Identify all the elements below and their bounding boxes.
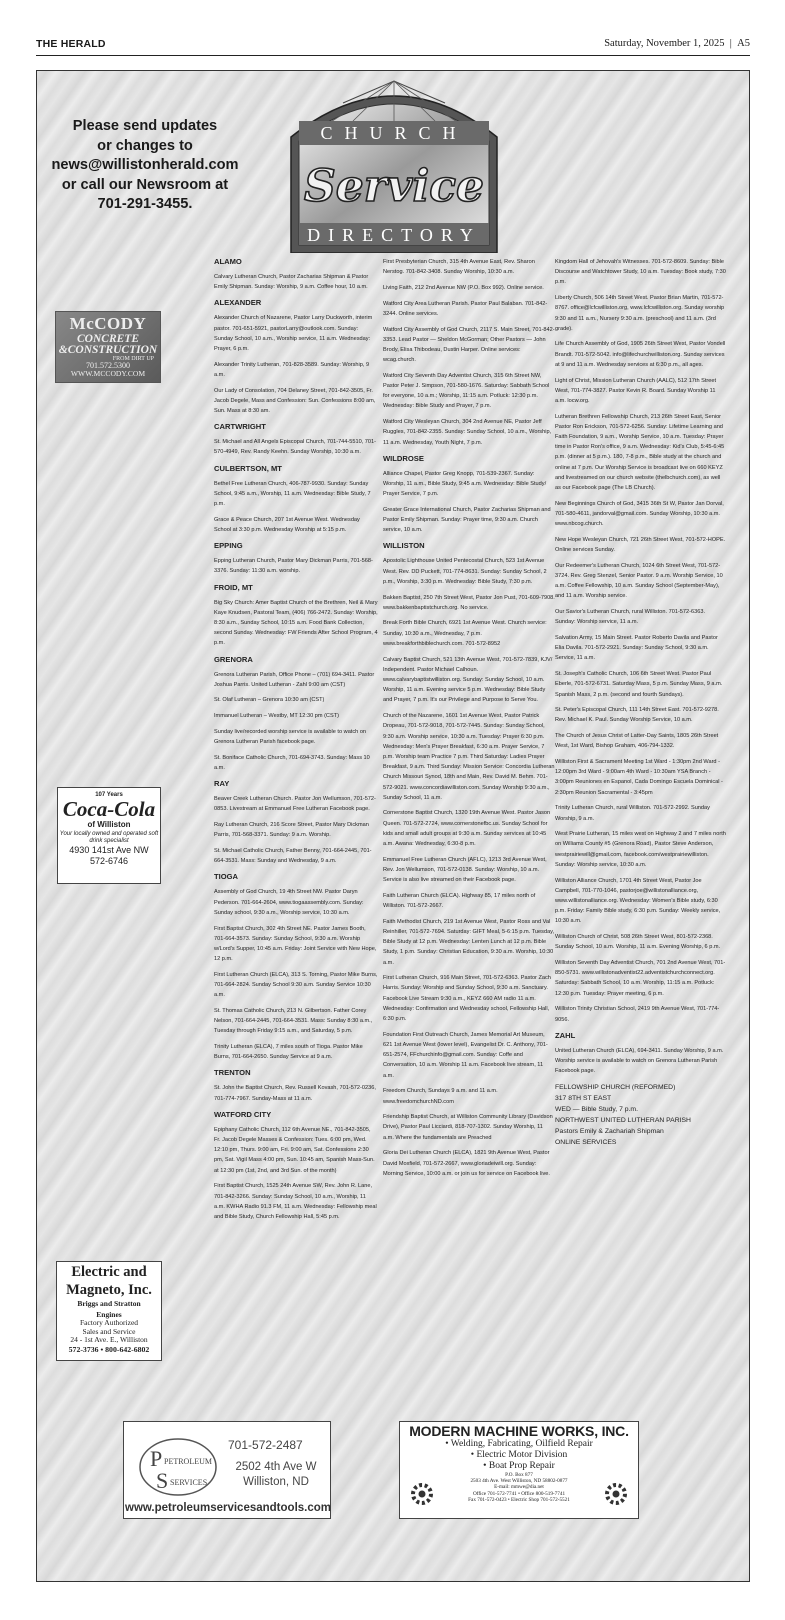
church-listing: Church of the Nazarene, 1601 1st Avenue West, Pastor Patrick Dropeau, 701-572-9018, 701-572-7445. Sunday: Sunday School, 9:30 a.m. Worship service, 10:30 a.m. Tuesday: Prayer 6:30 p.m. Wednesday: Men's Prayer Breakfast, 6:30 a.m. Prayer Service, 7 p.m. Worship team Practice 7 p.m. Third Saturday: Ladies Prayer Breakfast, 9 a.m. Third Sunday: Mission Service: Concordia Lutheran Church Missouri Synod, 18th and Main, Rev. David M. Behm. 701-572-9021. www.concordiawilliston.com. Sunday Worship 9:30 a.m., Sunday School, 11 a.m. [383, 713, 555, 801]
coca-cola-ad[interactable] [57, 787, 161, 884]
ad-line: &CONSTRUCTION [58, 344, 158, 356]
ad-line: Engines [96, 1309, 122, 1319]
town-heading: WATFORD CITY [214, 1109, 272, 1119]
church-listing: Bethel Free Lutheran Church, 406-787-9930. Sunday: Sunday School, 9:45 a.m., Worship, 11 a.m. Wednesday: Bible Study, 7 p.m. [214, 480, 371, 508]
church-listing: Greater Grace International Church, Pastor Zacharias Shipman and Pastor Emily Shipman. Sunday: Prayer time, 9:30 a.m. Church service, 10 a.m. [383, 506, 551, 534]
ad-years: 107 Years [95, 792, 123, 798]
church-listing: Freedom Church, Sundays 9 a.m. and 11 a.m. www.freedomchurchND.com [383, 1088, 498, 1105]
page-header [36, 38, 750, 56]
church-listing: Salvation Army, 15 Main Street. Pastor Roberto Davila and Pastor Elia Davila. 701-572-2921. Sunday: Sunday School, 9:30 a.m. Service, 11 a.m. [555, 635, 718, 662]
church-listing: Light of Christ, Mission Lutheran Church (AALC), 512 17th Street West, 701-774-3827. Pastor Kevin R. Board. Sunday Worship 11 a.m. locw.org. [555, 377, 717, 404]
gear-icon [602, 1480, 630, 1508]
logo-directory-text: DIRECTORY [307, 225, 481, 245]
town-heading: WILLISTON [383, 541, 425, 551]
church-listing: Immanuel Lutheran – Westby, MT 12:30 pm (CST) [214, 713, 339, 720]
ad-line: of Williston [87, 820, 131, 829]
church-listing: First Baptist Church, 302 4th Street NE. Pastor James Booth, 701-664-3573. Sunday: Sunday School, 9:30 a.m. Worship w/Lord's Supper, 10:45 a.m. Friday: Joint Service with New Hope, 12 p.m. [214, 925, 377, 963]
gear-icon [408, 1480, 436, 1508]
church-listing: Friendship Baptist Church, at Williston Community Library (Davidson Drive), Pastor Paul Licciardi, 818-707-1302. Sunday Worship, 11 a.m. Where the fundamentals are Preached [383, 1114, 553, 1141]
ad-line: Briggs and Stratton [77, 1299, 141, 1308]
church-listing: Beaver Creek Lutheran Church. Pastor Jon Wellumson, 701-572-0853. Livestream at Emmanuel Free Lutheran Facebook page. [214, 796, 376, 813]
submission-notice [45, 117, 245, 215]
church-listing: Sunday live/recorded worship service is available to watch on Grenora Lutheran Parish facebook page. [214, 728, 367, 746]
church-listing: Calvary Lutheran Church, Pastor Zacharias Shipman & Pastor Emily Shipman. Sunday: Worship, 9 a.m. Coffee hour, 10 a.m. [214, 274, 369, 291]
church-listing: Grace & Peace Church, 207 1st Avenue West. Wednesday School at 3:30 p.m. Wednesday Worship at 5:15 p.m. [214, 516, 360, 533]
church-listing: Faith Lutheran Church (ELCA). Highway 85, 17 miles north of Williston. 701-572-2667. [383, 892, 536, 910]
ad-brand: Electric and [71, 1264, 147, 1280]
church-listing: Williston Alliance Church, 1701 4th Street West, Pastor Joe Campbell, 701-770-1046, pastorjoe@willistonalliance.org, www.willistonalliance.org. Wednesday: Women's Bible study, 6:30 p.m. Friday: Family Bible study, 6:30 p.m. Sunday: Weekly service, 10:30 a.m. [555, 877, 721, 925]
church-listing: Gloria Dei Lutheran Church (ELCA), 1821 9th Avenue West, Pastor David Moxfield, 701-572-2667, www.gloriadeiwill.org. Sunday: Morning Service, 10:00 a.m. or join us for service on Facebook live. [383, 1150, 550, 1177]
church-listing: Trinity Lutheran (ELCA), 7 miles south of Tioga. Pastor Mike Burns, 701-664-2650. Sunday Service at 9 a.m. [214, 1044, 363, 1061]
church-listing: Assembly of God Church, 19 4th Street NW. Pastor Daryn Pederson. 701-664-2604, www.tiogaassembly.com. Sunday: Sunday school, 9:30 a.m., Worship service, 10:30 a.m. [214, 889, 364, 916]
town-heading: ALAMO [214, 257, 242, 266]
petroleum-services-logo [136, 1436, 220, 1498]
ad-small-line: Office 701-572-7741 • Office 800-519-7741 [472, 1490, 566, 1497]
church-service-directory-logo [283, 77, 505, 253]
modern-machine-works-ad[interactable] [399, 1421, 639, 1519]
ad-phone: 701-572-2487 [228, 1438, 303, 1452]
logo-word: PETROLEUM [164, 1457, 212, 1466]
church-listing: Our Savior's Lutheran Church, rural Williston. 701-572-6363. Sunday: Worship service, 11 a.m. [555, 609, 705, 626]
ad-small-line: Fax 701-572-0423 • Electric Shop 701-572-5521 [468, 1496, 570, 1503]
directory-column-1 [214, 257, 378, 1228]
notice-email[interactable]: news@willistonherald.com [51, 157, 239, 173]
ad-address-line: Williston, ND [243, 1476, 309, 1488]
mccody-ad[interactable] [55, 311, 161, 383]
ad-line: Factory Authorized [79, 1318, 139, 1327]
ad-brand: MODERN MACHINE WORKS, INC. [409, 1423, 629, 1439]
church-listing: Bakken Baptist, 250 7th Street West, Pastor Jon Pust, 701-609-7908. www.bakkenbaptistchurch.org. No service. [383, 594, 555, 611]
listing-line: FELLOWSHIP CHURCH (REFORMED) [555, 1083, 676, 1091]
church-listing: First Baptist Church, 1525 24th Avenue SW, Rev. John R. Lane, 701-842-3266. Sunday: Sunday School, 10 a.m., Worship, 11 a.m. KWHA Radio 91.3 FM, 11 a.m. Wednesday: Fellowship meal and Bible Study, Church Fellowship Hall, 5:45 p.m. [214, 1183, 377, 1220]
ad-address-line: 2502 4th Ave W [235, 1461, 317, 1473]
logo-word: SERVICES [170, 1478, 208, 1487]
date-line [604, 38, 750, 49]
church-listing: United Lutheran Church (ELCA), 694-3411. Sunday Worship, 9 a.m. Worship service is available to watch on Grenora Lutheran Parish Facebook page. [555, 1047, 724, 1075]
church-listing: Life Church Assembly of God, 1905 26th Street West, Pastor Vondell Brandt. 701-572-5042. info@lifechurchwilliston.org. Sunday services at 9 and 11 a.m. Wednesday services at 6:30 p.m., all ages. [555, 341, 726, 368]
church-listing: Calvary Baptist Church, 521 13th Avenue West, 701-572-7839, KJV/ Independent. Pastor Michael Calhoun. www.calvarybaptistwilliston.org. Sunday: Sunday School, 10 a.m. Worship, 11 a.m. Evening service 5 p.m. Wednesday: Bible Study and Prayer, 7 p.m. It's our Privilege and Purpose to Serve You. [383, 656, 553, 704]
svg-text:S: S [156, 1468, 169, 1493]
church-listing: St. Peter's Episcopal Church, 111 14th Street East. 701-572-9278. Rev. Michael K. Paul. Sunday Worship Service, 10 a.m. [555, 707, 719, 724]
church-directory-frame [36, 70, 750, 1582]
church-listing: Faith Methodist Church, 219 1st Avenue West, Pastor Ross and Val Reinhiller, 701-572-7694. Saturday: GIFT Meal, 5-6:15 p.m. Tuesday, Bible Study at 12 p.m. Wednesday: Lenten Lunch at 12 p.m. Bible Study, 1 p.m. Sunday: Christian Education, 9:30 a.m. Worship, 10:30 a.m. [383, 918, 555, 966]
church-listing: Foundation First Outreach Church, James Memorial Art Museum, 621 1st Avenue West (lower level), Evangelist Dr. C. Anthony, 701-651-2574, FFchurchinfo@gmail.com. Sunday: Coffe and Conversation, 10 a.m. Worship 11 a.m. Facebook live stream, 11 a.m. [383, 1031, 548, 1079]
listing-line: Pastors Emily & Zachariah Shipman [555, 1127, 664, 1135]
logo-service-text: Service [303, 161, 485, 212]
church-listing: St. Boniface Catholic Church, 701-694-3743. Sunday: Mass 10 a.m. [214, 754, 370, 771]
church-listing: Alexander Church of Nazarene, Pastor Larry Duckworth, interim pastor. 701-651-5921, pastorLarry@outlook.com. Sunday: Sunday School, 10 a.m., Worship service, 11 a.m. Wednesday: Prayer, 6 p.m. [214, 315, 373, 353]
notice-line: or call our Newsroom at [61, 176, 229, 193]
page-number: A5 [737, 38, 750, 49]
church-listing: Kingdom Hall of Jehovah's Witnesses. 701-572-8609. Sunday: Bible Discourse and Watchtower Study, 10 a.m. Tuesday: Book study, 7:30 p.m. [555, 259, 726, 286]
listing-line: ONLINE SERVICES [555, 1138, 617, 1146]
directory-column-2 [383, 257, 555, 1184]
church-listing: Watford City Assembly of God Church, 2117 S. Main Street, 701-842-3353. Lead Pastor — Sheldon McGorman; Other Pastors — John Brody, Elisa Thibodeau, Dustin Harper. Online services: wcag.church. [383, 326, 555, 364]
church-listing: Watford City Seventh Day Adventist Church, 315 6th Street NW, Pastor Peter J. Simpson, 701-580-1676. Saturday: Sabbath School for everyone, 10 a.m.; Worship, 11:15 a.m. Potluck: 12:30 p.m. Wednesday: Bible Study and Prayer, 7 p.m. [383, 372, 550, 410]
ad-line: • Welding, Fabricating, Oilfield Repair [445, 1439, 593, 1449]
church-listing: Cornerstone Baptist Church, 1320 19th Avenue West. Pastor Jason Queen. 701-572-2724, www.cornerstonefbc.us. Sunday School for kids and small adult groups at 9:30 a.m. Sunday services at 10:45 a.m. Awana: Wednesday, 6:30-8 p.m. [383, 810, 551, 848]
town-heading: TRENTON [214, 1068, 251, 1078]
ad-address: 24 - 1st Ave. E., Williston [70, 1335, 148, 1344]
church-listing: St. Michael and All Angels Episcopal Church, 701-744-5510, 701-570-4949, Rev. Randy Keehn. Sunday Worship, 10:30 a.m. [214, 439, 377, 456]
town-heading: TIOGA [214, 872, 239, 882]
church-listing: Epping Lutheran Church, Pastor Mary Dickman Parris, 701-568-3376. Sunday: 11:30 a.m. worship. [214, 558, 373, 575]
listing-line: 317 8TH ST EAST [555, 1094, 612, 1102]
ad-address: 4930 141st Ave NW [69, 845, 149, 855]
ad-address [228, 1460, 324, 1490]
church-listing: Williston Seventh Day Adventist Church, 701 2nd Avenue West, 701-850-5731. www.willistonadventist22.adventistchurchconnect.org. Saturday: Sabbath School, 10 a.m. Worship, 11:15 a.m. Potluck: 12:30 p.m. Tuesday: Prayer meeting, 6 p.m. [555, 959, 726, 997]
svg-text:P: P [150, 1446, 163, 1471]
church-listing: Ray Lutheran Church, 216 Score Street, Pastor Mary Dickman Parris, 701-568-3371. Sunday: 9 a.m. Worship. [214, 822, 369, 839]
church-listing: St. Michael Catholic Church, Father Benny, 701-664-2445, 701-664-3531. Mass: Sunday and Wednesday, 9 a.m. [214, 848, 372, 865]
church-listing: Williston First & Sacrament Meeting 1st Ward - 1:30pm 2nd Ward - 12:00pm 3rd Ward - 9:00am 4th Ward - 10:30am YSA Branch - 3:00pm Reuniones en Espanol, Cada Domingo Escuela Dominical - 2:30pm Reunion Sacramental - 3:45pm [555, 759, 723, 796]
church-listing: Break Forth Bible Church, 6921 1st Avenue West. Church service: Sunday, 10:30 a.m., Wednesday, 7 p.m. www.breakforthbiblechurch.com. 701-572-8952 [383, 620, 547, 647]
listing-line: WED — Bible Study, 7 p.m. [555, 1105, 638, 1113]
church-listing: Living Faith, 212 2nd Avenue NW (P.O. Box 992). Online service. [383, 284, 544, 291]
petroleum-services-ad[interactable] [123, 1421, 331, 1519]
church-listing: Lutheran Brethren Fellowship Church, 213 26th Street East, Senior Pastor Ron Erickson, 701-572-6256. Sunday: Lifetime Learning and Faith Foundation, 9 a.m., Worship Service, 10 a.m. Tuesday: Prayer time in Pastor Ron's office, 9 a.m. Wednesday: Kid's Club, 5:45-6:45 p.m. (dinner at 5 p.m.). 180, 7-8 p.m., Bible study at the church and online at 7 p.m. Our Worship Service is broadcast live on 660 KEYZ and livestreamed on our church website (thelbchurch.com), as well as our Facebook page (The LB Church). [555, 413, 725, 492]
church-listing: Epiphany Catholic Church, 112 6th Avenue NE., 701-842-3505, Fr. Jacob Degele Masses & Confession: Tues. 6:00 pm, Wed. 12:10 pm, Thurs. 9:00 am, Fri. 9:00 am, Sat. Confessions 2:30 pm, Sat. Vigil Mass 4:00 pm, Sun. 10:45 am, Spanish Mass-Sun. at 12:30 pm (1st, 2nd, and 3rd Sun. of the month) [214, 1126, 375, 1174]
church-listing: St. Olaf Lutheran – Grenora 10:30 am (CST) [214, 697, 325, 704]
ad-tagline: Your locally owned and operated soft drink specialist [59, 831, 159, 844]
church-listing: Apostolic Lighthouse United Pentecostal Church, 523 1st Avenue West. Rev. DD Puckett, 701-774-8631. Sunday: Sunday School, 2 p.m., Worship, 3:30 p.m. Wednesday: Bible Study, 7:30 p.m. [383, 558, 547, 585]
church-listing: New Beginnings Church of God, 3415 36th St W, Pastor Jan Dorval, 701-580-4611, jandorval@gmail.com. Sunday Worship, 10:30 a.m. www.nbcog.church. [555, 500, 724, 528]
ad-brand: Coca-Cola [62, 797, 156, 821]
church-listing: Big Sky Church: Amer Baptist Church of the Brethren, Neil & Mary Kaye Knudsen, Pastoral Team, (406) 766-2472. Sunday: Worship, 8:30 a.m., Sunday School, 10:15 a.m. Food Bank Collection, second Sunday. Wednesday: FW Friends After School Program, 4 p.m. [214, 599, 378, 647]
church-listing: St. Joseph's Catholic Church, 106 6th Street West. Pastor Paul Eberle, 701-572-6731. Saturday Mass, 5 p.m. Sunday Mass, 9 a.m. Spanish Mass, 2 p.m. (second and fourth Sundays). [555, 671, 723, 698]
town-heading: ZAHL [555, 1030, 576, 1040]
issue-date: Saturday, November 1, 2025 [604, 38, 725, 49]
ad-website: WWW.MCCODY.COM [70, 369, 146, 378]
church-listing: Grenora Lutheran Parish, Office Phone – (701) 694-3411. Pastor Joshua Parris. United Lutheran - Zahl 9:00 am (CST) [214, 671, 375, 688]
ad-phone: 701.572.5300 [86, 361, 130, 370]
ad-brand: McCODY [69, 314, 147, 333]
ad-website[interactable]: www.petroleumservicesandtools.com [125, 1502, 331, 1514]
town-heading: EPPING [214, 541, 243, 551]
ad-brand: Magneto, Inc. [66, 1282, 152, 1298]
notice-phone: 701-291-3455. [97, 196, 193, 212]
town-heading: ALEXANDER [214, 298, 262, 308]
town-heading: WILDROSE [383, 453, 424, 463]
logo-church-text: CHURCH [320, 123, 468, 143]
town-heading: FROID, MT [214, 582, 253, 592]
directory-column-3 [555, 257, 727, 1148]
church-listing: Alliance Chapel, Pastor Greg Knopp, 701-539-2367. Sunday: Worship, 11 a.m., Bible Study, 9:45 a.m. Wednesday: Bible Study/ Prayer Service, 7 p.m. [383, 470, 547, 498]
notice-line: or changes to [97, 137, 193, 154]
ad-line: • Electric Motor Division [470, 1450, 568, 1460]
church-listing: New Hope Wesleyan Church, 721 26th Street West, 701-572-HOPE. Online services Sunday. [555, 536, 726, 554]
town-heading: CARTWRIGHT [214, 422, 266, 432]
church-listing: Trinity Lutheran Church, rural Williston. 701-572-2992. Sunday Worship, 9 a.m. [555, 805, 710, 822]
ad-line: CONCRETE [77, 333, 139, 345]
ad-line: Sales and Service [82, 1326, 136, 1336]
church-listing: The Church of Jesus Christ of Latter-Day Saints, 1805 26th Street West, 1st Ward, Bishop Graham, 406-794-1332. [555, 733, 719, 750]
church-listing: Watford City Area Lutheran Parish. Pastor Paul Balaban. 701-842-3244. Online services. [383, 300, 548, 317]
ad-line: • Boat Prop Repair [483, 1461, 555, 1471]
paper-name: THE HERALD [36, 38, 106, 50]
church-listing: First Lutheran Church (ELCA), 313 S. Torning, Pastor Mike Burns, 701-664-2824. Sunday School 9:30 a.m. Sunday Service 10:30 a.m. [214, 971, 378, 999]
church-listing: Emmanuel Free Lutheran Church (AFLC), 1213 3rd Avenue West, Rev. Jon Wellumson, 701-572-0138. Sunday: Worship, 10 a.m. Service is also live streamed on their Facebook page. [383, 856, 547, 884]
church-listing: Watford City Wesleyan Church, 304 2nd Avenue NE, Pastor Jeff Ruggles, 701-842-2355. Sunday: Sunday School, 10 a.m., Worship, 11 a.m. Wednesday, Youth Night, 7 p.m. [383, 419, 552, 446]
town-heading: CULBERTSON, MT [214, 463, 282, 473]
separator: | [729, 38, 732, 49]
church-listing: Williston Trinity Christian School, 2419 9th Avenue West, 701-774-9056. [555, 1006, 720, 1023]
church-listing: Alexander Trinity Lutheran, 701-828-3589. Sunday: Worship, 9 a.m. [214, 361, 370, 378]
town-heading: GRENORA [214, 654, 253, 664]
church-listing: First Presbyterian Church, 315 4th Avenue East, Rev. Sharon Nerstog. 701-842-3408. Sunday Worship, 10:30 a.m. [383, 259, 535, 276]
church-listing: Williston Church of Christ, 508 26th Street West, 801-572-2368. Sunday School, 10 a.m. Worship, 11 a.m. Evening Worship, 6 p.m. [555, 934, 721, 951]
ad-phone: 572-3736 • 800-642-6802 [68, 1344, 150, 1354]
town-heading: RAY [214, 779, 230, 789]
ad-phone: 572-6746 [89, 856, 129, 866]
church-listing: Our Redeemer's Lutheran Church, 1024 6th Street West, 701-572-3724. Rev. Greg Stenzel, Senior Pastor. 9 a.m. Worship Service, 10 a.m. Coffee Fellowship, 10 a.m. Sunday School (September-May), and 11 a.m. Worship service. [555, 562, 723, 600]
ad-tagline: FROM DIRT UP [112, 356, 154, 362]
church-listing: St. Thomas Catholic Church, 213 N. Gilbertson. Father Corey Nelson, 701-664-2445, 701-664-3531. Mass: Sunday 8:30 a.m., Tuesday through Friday 9:15 a.m., and Saturday, 5 p.m. [214, 1007, 373, 1035]
listing-line: NORTHWEST UNITED LUTHERAN PARISH [555, 1116, 691, 1124]
ad-small-line: E-mail: mmwe@dia.net [494, 1484, 544, 1491]
notice-line: Please send updates [72, 118, 218, 134]
church-listing: West Prairie Lutheran, 15 miles west on Highway 2 and 7 miles north on Williams County #5 (Grenora Road), Pastor Steve Anderson, westprairiewill@gmail.com, facebook.com/westprairiewilliston. Sunday: Worship service, 10:30 a.m. [555, 831, 726, 868]
ad-small-line: 2503 4th Ave. West Williston, ND 58802-0877 [470, 1478, 568, 1485]
church-listing: St. John the Baptist Church, Rev. Russell Kovash, 701-572-0236, 701-774-7967. Sunday-Mass at 11 a.m. [214, 1085, 376, 1102]
ad-small-line: P.O. Box 877 [505, 1472, 533, 1478]
church-listing: First Lutheran Church, 916 Main Street, 701-572-6363. Pastor Zach Harris. Sunday: Worship and Sunday School, 9:30 a.m. Sanctuary. Facebook Live Stream 9:30 a.m., KEYZ 660 AM radio 11 a.m. Wednesday: Confirmation and Wednesday school, Fellowship Hall, 6:30 p.m. [383, 975, 551, 1023]
church-listing: Liberty Church, 506 14th Street West. Pastor Brian Martin, 701-572-8767. office@lcfcwilliston.org, www.lcfcwilliston.org. Sunday worship 9:30 and 11 a.m., Nursery 9:30 a.m. (preschool) and 11 a.m. (3rd grade). [555, 295, 725, 332]
church-listing: Our Lady of Consolation, 704 Delaney Street, 701-842-3505, Fr. Jacob Degele, Mass and Confession: Sun. Confessions 8:00 am, Sun. Mass at 8:30 am. [214, 387, 376, 415]
electric-magneto-ad[interactable] [56, 1261, 162, 1361]
